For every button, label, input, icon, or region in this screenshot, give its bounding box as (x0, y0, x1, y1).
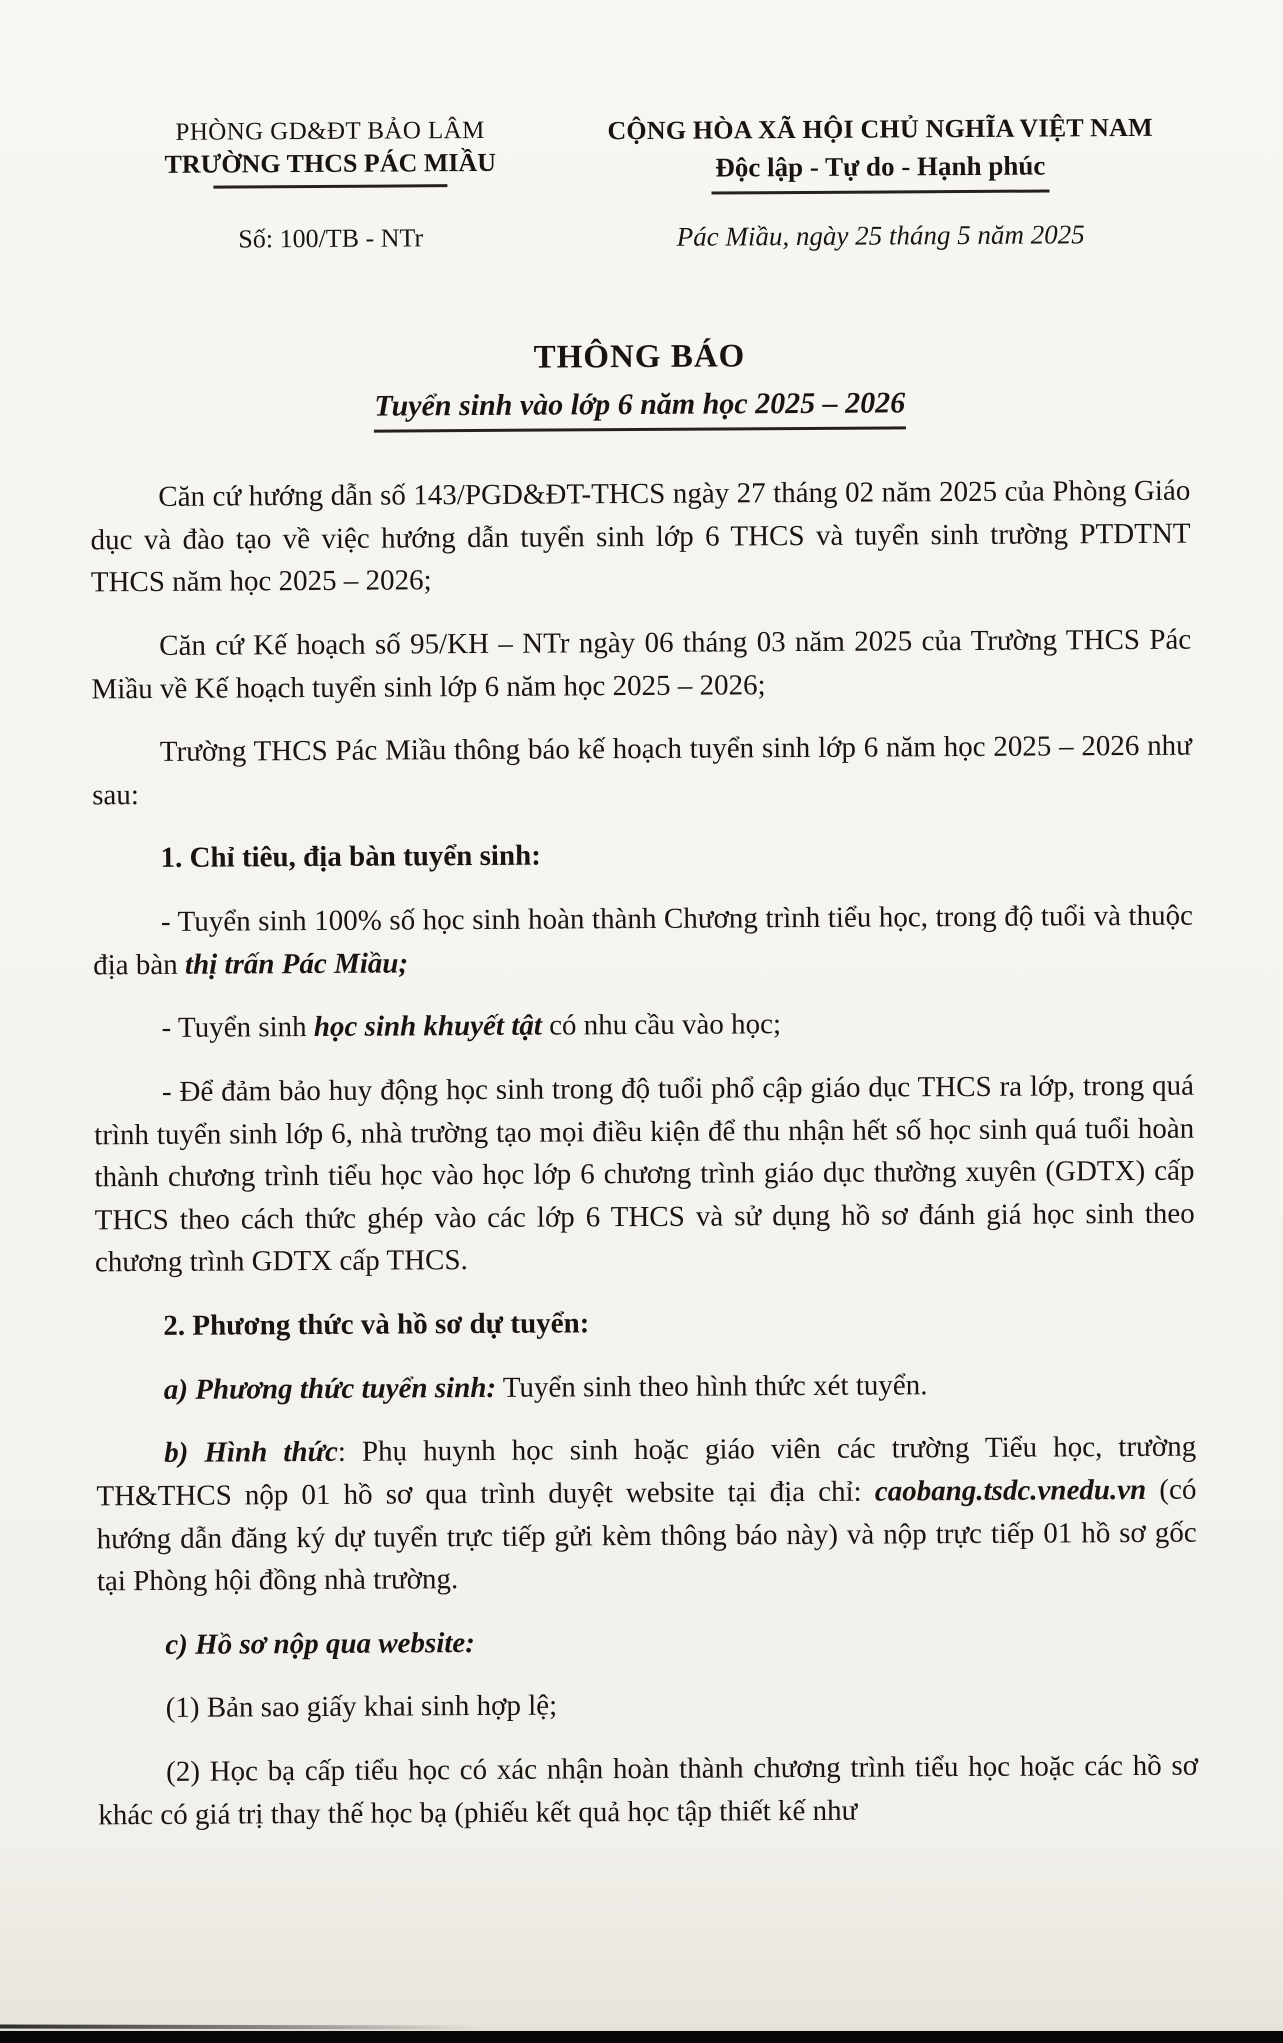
section2-item-b-text2: (có hướng dẫn đăng ký dự tuyển trực tiếp gửi kèm thông báo này) và nộp trực tiếp 01 hồ sơ gốc tại Phòng hội đồng nhà trường. (96, 1473, 1197, 1598)
section1-item1-emphasis: thị trấn Pác Miầu; (184, 947, 409, 981)
section2-heading: 2. Phương thức và hồ sơ dự tuyển: (163, 1307, 590, 1342)
national-motto-block (572, 113, 1188, 196)
document-body (90, 470, 1198, 1837)
section1-item1 (93, 895, 1194, 987)
section1-item2 (93, 1001, 1193, 1050)
section2-item-a (96, 1362, 1196, 1411)
enrollment-website-address: caobang.tsdc.vnedu.vn (874, 1473, 1147, 1508)
agency-name: TRƯỜNG THCS PÁC MIẦU (162, 148, 498, 189)
section2-item-b (96, 1426, 1197, 1603)
section1-item2-pre: - Tuyển sinh (161, 1011, 314, 1045)
document-content (88, 113, 1199, 1858)
section1-heading: 1. Chỉ tiêu, địa bàn tuyển sinh: (160, 839, 541, 875)
section2-item-b-text1: : Phụ huynh học sinh hoặc giáo viên các trường Tiểu học, trường TH&THCS nộp 01 hồ sơ qua trình duyệt website tại địa chỉ: (96, 1430, 1197, 1513)
document-number: Số: 100/TB - NTr (238, 223, 424, 254)
section2-item-a-label: a) Phương thức tuyển sinh: (163, 1371, 497, 1406)
paragraph-preamble-2: Căn cứ Kế hoạch số 95/KH – NTr ngày 06 tháng 03 năm 2025 của Trường THCS Pác Miầu về Kế hoạch tuyển sinh lớp 6 năm học 2025 – 2026; (91, 623, 1192, 705)
section2-item-a-text: Tuyển sinh theo hình thức xét tuyển. (495, 1368, 928, 1404)
scan-edge-bar (0, 2031, 1283, 2043)
document-meta-row (89, 219, 1189, 257)
issuing-agency-block (88, 116, 572, 198)
paragraph-preamble-3: Trường THCS Pác Miầu thông báo kế hoạch tuyển sinh lớp 6 năm học 2025 – 2026 như sau: (92, 729, 1192, 812)
document-title: THÔNG BÁO (533, 338, 746, 376)
national-motto-line1: CỘNG HÒA XÃ HỘI CHỦ NGHĨA VIỆT NAM (607, 112, 1153, 146)
paragraph-preamble-1: Căn cứ hướng dẫn số 143/PGD&ĐT-THCS ngày 27 tháng 02 năm 2025 của Phòng Giáo dục và đào tạo về việc hướng dẫn tuyển sinh lớp 6 THCS và tuyển sinh trường PTDTNT THCS năm học 2025 – 2026; (90, 474, 1191, 599)
document-header (88, 113, 1188, 199)
section2-doc-requirement-2: (2) Học bạ cấp tiểu học có xác nhận hoàn thành chương trình tiểu học hoặc các hồ sơ khác có giá trị thay thế học bạ (phiếu kết quả học tập thiết kế như (98, 1749, 1199, 1831)
section2-item-b-label: b) Hình thức (164, 1436, 338, 1470)
section1-item1-text: - Tuyển sinh 100% số học sinh hoàn thành Chương trình tiểu học, trong độ tuổi và thuộc địa bàn (93, 899, 1193, 981)
scan-artifact-line (0, 2024, 478, 2029)
section1-item2-emphasis: học sinh khuyết tật (313, 1009, 542, 1044)
national-motto-line2: Độc lập - Tự do - Hạnh phúc (711, 150, 1049, 194)
agency-parent-name: PHÒNG GD&ĐT BẢO LÂM (175, 116, 485, 146)
section2-item-c-label: c) Hồ sơ nộp qua website: (165, 1626, 476, 1661)
section1-item2-post: có nhu cầu vào học; (541, 1008, 782, 1042)
title-block (89, 336, 1190, 435)
place-and-dateline: Pác Miầu, ngày 25 tháng 5 năm 2025 (676, 219, 1085, 252)
section2-doc-requirement-1: (1) Bản sao giấy khai sinh hợp lệ; (165, 1689, 558, 1725)
document-subtitle: Tuyển sinh vào lớp 6 năm học 2025 – 2026 (368, 386, 911, 432)
section1-item3: - Để đảm bảo huy động học sinh trong độ tuổi phổ cập giáo dục THCS ra lớp, trong quá trình tuyển sinh lớp 6, nhà trường tạo mọi điều kiện để thu nhận hết số học sinh quá tuổi hoàn thành chương trình tiểu học vào học lớp 6 chương trình giáo dục thường xuyên (GDTX) cấp THCS theo cách thức ghép vào các lớp 6 THCS và sử dụng hồ sơ đánh giá học sinh theo chương trình GDTX cấp THCS. (94, 1069, 1195, 1279)
